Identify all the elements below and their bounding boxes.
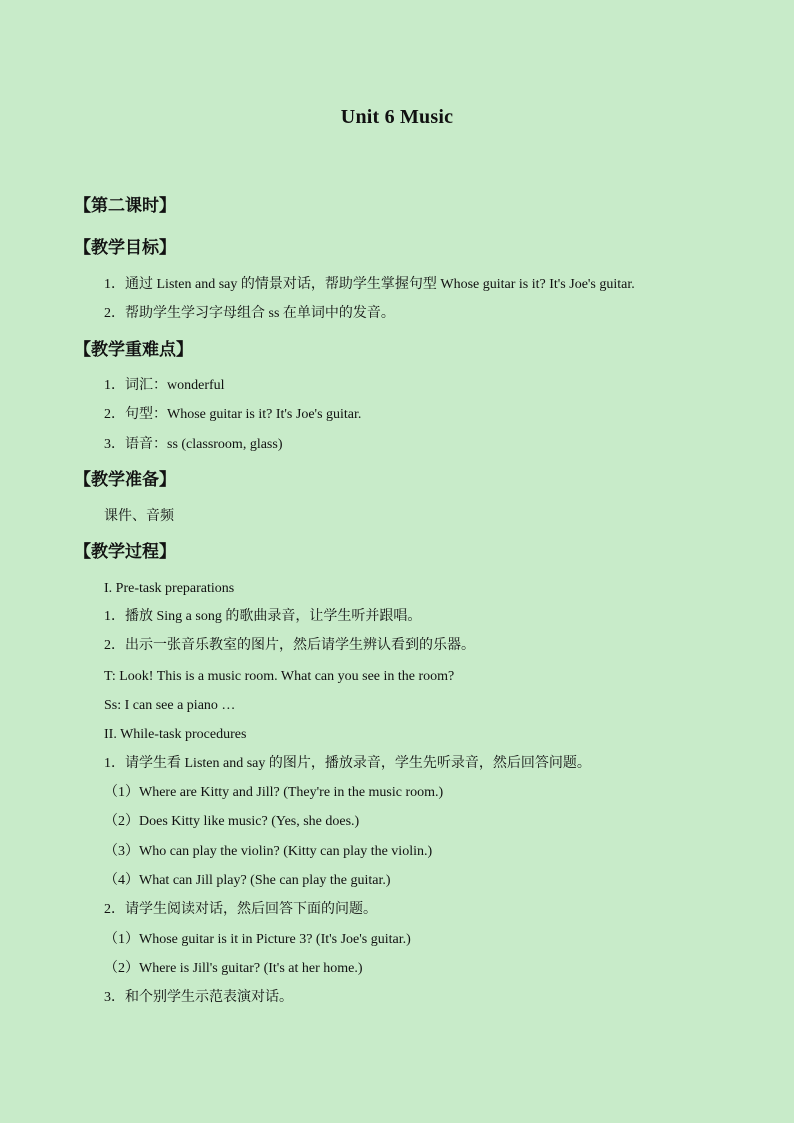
- process-line: （4）What can Jill play? (She can play the guitar.): [104, 873, 391, 888]
- objective-item: 1．通过 Listen and say 的情景对话，帮助学生掌握句型 Whose guitar is it? It's Joe's guitar.: [104, 277, 635, 292]
- page-title: Unit 6 Music: [340, 106, 454, 128]
- key-point-item: 1．词汇：wonderful: [104, 378, 225, 393]
- process-line: 3．和个别学生示范表演对话。: [104, 990, 293, 1005]
- objective-item: 2．帮助学生学习字母组合 ss 在单词中的发音。: [104, 306, 395, 321]
- section-heading-lesson: 【第二课时】: [74, 196, 176, 216]
- process-line: （3）Who can play the violin? (Kitty can play the violin.): [104, 844, 433, 859]
- process-line: 1．播放 Sing a song 的歌曲录音，让学生听并跟唱。: [104, 609, 422, 624]
- process-line: II. While-task procedures: [104, 727, 247, 742]
- process-line: （2）Where is Jill's guitar? (It's at her home.): [104, 961, 363, 976]
- section-heading-key-points: 【教学重难点】: [74, 340, 193, 360]
- key-point-item: 2．句型：Whose guitar is it? It's Joe's guitar.: [104, 407, 362, 422]
- process-line: （1）Whose guitar is it in Picture 3? (It's Joe's guitar.): [104, 932, 411, 947]
- process-line: 1．请学生看 Listen and say 的图片，播放录音，学生先听录音，然后回答问题。: [104, 756, 591, 771]
- process-line: （1）Where are Kitty and Jill? (They're in the music room.): [104, 785, 444, 800]
- process-line: T: Look! This is a music room. What can you see in the room?: [104, 669, 455, 684]
- process-line: 2．请学生阅读对话，然后回答下面的问题。: [104, 902, 377, 917]
- process-line: Ss: I can see a piano …: [104, 698, 236, 713]
- preparation-text: 课件、音频: [104, 508, 174, 524]
- section-heading-process: 【教学过程】: [74, 542, 176, 562]
- section-heading-objectives: 【教学目标】: [74, 238, 176, 258]
- section-heading-preparation: 【教学准备】: [74, 470, 176, 490]
- process-line: （2）Does Kitty like music? (Yes, she does.): [104, 814, 360, 829]
- key-point-item: 3．语音：ss (classroom, glass): [104, 437, 283, 452]
- process-line: I. Pre-task preparations: [104, 581, 235, 596]
- process-line: 2．出示一张音乐教室的图片，然后请学生辨认看到的乐器。: [104, 638, 475, 653]
